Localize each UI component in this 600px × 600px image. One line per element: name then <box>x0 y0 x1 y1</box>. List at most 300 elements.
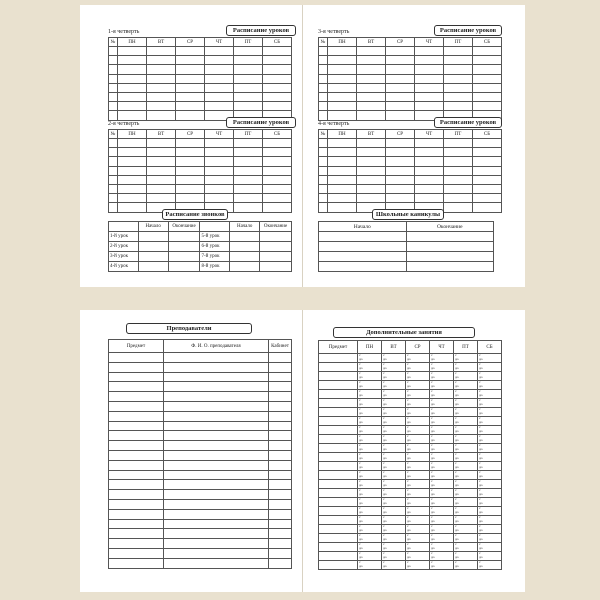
holiday-cell[interactable] <box>406 242 494 252</box>
time-cell[interactable] <box>430 534 454 543</box>
bell-cell[interactable] <box>138 232 168 242</box>
schedule-cell[interactable] <box>234 203 263 212</box>
schedule-cell[interactable] <box>176 83 205 92</box>
teacher-cell[interactable] <box>109 548 164 558</box>
time-cell[interactable] <box>406 399 430 408</box>
time-cell[interactable] <box>382 471 406 480</box>
time-cell[interactable] <box>430 444 454 453</box>
holiday-cell[interactable] <box>319 262 407 272</box>
time-cell[interactable] <box>454 453 478 462</box>
schedule-cell[interactable] <box>176 65 205 74</box>
schedule-cell[interactable] <box>386 111 415 120</box>
subject-cell[interactable] <box>319 507 358 516</box>
bell-cell[interactable] <box>230 232 260 242</box>
holiday-cell[interactable] <box>406 252 494 262</box>
schedule-cell[interactable] <box>415 194 444 203</box>
schedule-cell[interactable] <box>319 47 328 56</box>
schedule-cell[interactable] <box>328 102 357 111</box>
teacher-cell[interactable] <box>109 490 164 500</box>
schedule-cell[interactable] <box>319 56 328 65</box>
schedule-cell[interactable] <box>118 139 147 148</box>
schedule-cell[interactable] <box>357 175 386 184</box>
schedule-cell[interactable] <box>386 92 415 101</box>
schedule-cell[interactable] <box>234 139 263 148</box>
schedule-cell[interactable] <box>263 175 292 184</box>
schedule-cell[interactable] <box>415 184 444 193</box>
schedule-cell[interactable] <box>319 157 328 166</box>
time-cell[interactable] <box>382 444 406 453</box>
subject-cell[interactable] <box>319 534 358 543</box>
subject-cell[interactable] <box>319 552 358 561</box>
schedule-cell[interactable] <box>319 166 328 175</box>
time-cell[interactable] <box>430 408 454 417</box>
time-cell[interactable] <box>454 408 478 417</box>
time-cell[interactable] <box>430 399 454 408</box>
schedule-cell[interactable] <box>319 148 328 157</box>
schedule-cell[interactable] <box>205 139 234 148</box>
schedule-cell[interactable] <box>444 102 473 111</box>
bell-cell[interactable] <box>230 252 260 262</box>
time-cell[interactable] <box>358 453 382 462</box>
schedule-cell[interactable] <box>319 175 328 184</box>
schedule-cell[interactable] <box>328 148 357 157</box>
schedule-cell[interactable] <box>234 157 263 166</box>
schedule-cell[interactable] <box>444 74 473 83</box>
schedule-cell[interactable] <box>147 148 176 157</box>
holiday-cell[interactable] <box>319 252 407 262</box>
schedule-cell[interactable] <box>263 47 292 56</box>
schedule-cell[interactable] <box>263 74 292 83</box>
schedule-cell[interactable] <box>176 102 205 111</box>
schedule-cell[interactable] <box>205 166 234 175</box>
schedule-cell[interactable] <box>176 92 205 101</box>
schedule-cell[interactable] <box>263 56 292 65</box>
teacher-cell[interactable] <box>164 401 269 411</box>
subject-cell[interactable] <box>319 471 358 480</box>
schedule-cell[interactable] <box>444 92 473 101</box>
schedule-cell[interactable] <box>234 102 263 111</box>
schedule-cell[interactable] <box>118 83 147 92</box>
schedule-cell[interactable] <box>357 194 386 203</box>
schedule-cell[interactable] <box>263 148 292 157</box>
teacher-cell[interactable] <box>269 421 292 431</box>
time-cell[interactable] <box>358 480 382 489</box>
schedule-cell[interactable] <box>328 83 357 92</box>
subject-cell[interactable] <box>319 543 358 552</box>
teacher-cell[interactable] <box>269 353 292 363</box>
time-cell[interactable] <box>454 480 478 489</box>
time-cell[interactable] <box>478 462 502 471</box>
schedule-cell[interactable] <box>415 47 444 56</box>
time-cell[interactable] <box>358 372 382 381</box>
teacher-cell[interactable] <box>109 421 164 431</box>
schedule-cell[interactable] <box>176 157 205 166</box>
schedule-cell[interactable] <box>357 157 386 166</box>
schedule-cell[interactable] <box>263 92 292 101</box>
schedule-cell[interactable] <box>473 194 502 203</box>
schedule-cell[interactable] <box>176 139 205 148</box>
time-cell[interactable] <box>454 498 478 507</box>
schedule-cell[interactable] <box>357 47 386 56</box>
time-cell[interactable] <box>478 552 502 561</box>
teacher-cell[interactable] <box>109 499 164 509</box>
teacher-cell[interactable] <box>164 441 269 451</box>
time-cell[interactable] <box>382 525 406 534</box>
schedule-cell[interactable] <box>319 139 328 148</box>
time-cell[interactable] <box>454 444 478 453</box>
teacher-cell[interactable] <box>164 392 269 402</box>
subject-cell[interactable] <box>319 372 358 381</box>
time-cell[interactable] <box>358 399 382 408</box>
schedule-cell[interactable] <box>386 65 415 74</box>
schedule-cell[interactable] <box>386 157 415 166</box>
schedule-cell[interactable] <box>357 56 386 65</box>
schedule-cell[interactable] <box>109 111 118 120</box>
time-cell[interactable] <box>430 381 454 390</box>
time-cell[interactable] <box>478 480 502 489</box>
schedule-cell[interactable] <box>415 157 444 166</box>
schedule-cell[interactable] <box>328 184 357 193</box>
time-cell[interactable] <box>478 408 502 417</box>
time-cell[interactable] <box>430 363 454 372</box>
schedule-cell[interactable] <box>415 83 444 92</box>
bell-cell[interactable] <box>138 242 168 252</box>
schedule-cell[interactable] <box>205 148 234 157</box>
subject-cell[interactable] <box>319 525 358 534</box>
schedule-cell[interactable] <box>386 47 415 56</box>
time-cell[interactable] <box>430 417 454 426</box>
time-cell[interactable] <box>382 507 406 516</box>
schedule-cell[interactable] <box>176 184 205 193</box>
schedule-cell[interactable] <box>473 175 502 184</box>
schedule-cell[interactable] <box>176 47 205 56</box>
schedule-cell[interactable] <box>118 157 147 166</box>
time-cell[interactable] <box>358 561 382 570</box>
schedule-cell[interactable] <box>328 203 357 212</box>
schedule-cell[interactable] <box>328 166 357 175</box>
schedule-cell[interactable] <box>147 184 176 193</box>
teacher-cell[interactable] <box>164 480 269 490</box>
schedule-cell[interactable] <box>263 203 292 212</box>
schedule-cell[interactable] <box>147 83 176 92</box>
teacher-cell[interactable] <box>164 460 269 470</box>
time-cell[interactable] <box>358 408 382 417</box>
schedule-cell[interactable] <box>205 194 234 203</box>
schedule-cell[interactable] <box>444 175 473 184</box>
time-cell[interactable] <box>478 426 502 435</box>
subject-cell[interactable] <box>319 426 358 435</box>
teacher-cell[interactable] <box>164 558 269 568</box>
time-cell[interactable] <box>454 543 478 552</box>
schedule-cell[interactable] <box>109 175 118 184</box>
schedule-cell[interactable] <box>263 166 292 175</box>
teacher-cell[interactable] <box>269 499 292 509</box>
teacher-cell[interactable] <box>164 529 269 539</box>
schedule-cell[interactable] <box>473 139 502 148</box>
teacher-cell[interactable] <box>109 539 164 549</box>
teacher-cell[interactable] <box>269 431 292 441</box>
schedule-cell[interactable] <box>205 92 234 101</box>
time-cell[interactable] <box>454 435 478 444</box>
time-cell[interactable] <box>382 408 406 417</box>
teacher-cell[interactable] <box>269 401 292 411</box>
schedule-cell[interactable] <box>109 166 118 175</box>
teacher-cell[interactable] <box>164 421 269 431</box>
time-cell[interactable] <box>406 408 430 417</box>
bell-cell[interactable] <box>230 262 260 272</box>
time-cell[interactable] <box>430 480 454 489</box>
schedule-cell[interactable] <box>176 111 205 120</box>
schedule-cell[interactable] <box>319 102 328 111</box>
schedule-cell[interactable] <box>118 203 147 212</box>
schedule-cell[interactable] <box>386 102 415 111</box>
schedule-cell[interactable] <box>473 184 502 193</box>
schedule-cell[interactable] <box>357 65 386 74</box>
teacher-cell[interactable] <box>164 411 269 421</box>
schedule-cell[interactable] <box>147 111 176 120</box>
schedule-cell[interactable] <box>263 65 292 74</box>
time-cell[interactable] <box>430 426 454 435</box>
schedule-cell[interactable] <box>415 139 444 148</box>
schedule-cell[interactable] <box>176 175 205 184</box>
schedule-cell[interactable] <box>386 148 415 157</box>
teacher-cell[interactable] <box>269 539 292 549</box>
time-cell[interactable] <box>430 435 454 444</box>
time-cell[interactable] <box>454 561 478 570</box>
time-cell[interactable] <box>406 354 430 363</box>
schedule-cell[interactable] <box>118 166 147 175</box>
schedule-cell[interactable] <box>415 92 444 101</box>
subject-cell[interactable] <box>319 399 358 408</box>
time-cell[interactable] <box>358 462 382 471</box>
time-cell[interactable] <box>478 435 502 444</box>
teacher-cell[interactable] <box>109 401 164 411</box>
schedule-cell[interactable] <box>109 139 118 148</box>
teacher-cell[interactable] <box>269 490 292 500</box>
time-cell[interactable] <box>358 444 382 453</box>
time-cell[interactable] <box>382 543 406 552</box>
time-cell[interactable] <box>382 498 406 507</box>
bell-cell[interactable] <box>260 252 292 262</box>
schedule-cell[interactable] <box>205 65 234 74</box>
time-cell[interactable] <box>382 426 406 435</box>
schedule-cell[interactable] <box>234 184 263 193</box>
schedule-cell[interactable] <box>205 157 234 166</box>
schedule-cell[interactable] <box>234 92 263 101</box>
time-cell[interactable] <box>454 372 478 381</box>
subject-cell[interactable] <box>319 417 358 426</box>
teacher-cell[interactable] <box>269 372 292 382</box>
schedule-cell[interactable] <box>147 92 176 101</box>
schedule-cell[interactable] <box>109 102 118 111</box>
subject-cell[interactable] <box>319 390 358 399</box>
time-cell[interactable] <box>358 489 382 498</box>
schedule-cell[interactable] <box>147 56 176 65</box>
time-cell[interactable] <box>478 534 502 543</box>
subject-cell[interactable] <box>319 462 358 471</box>
teacher-cell[interactable] <box>164 499 269 509</box>
time-cell[interactable] <box>406 435 430 444</box>
time-cell[interactable] <box>382 462 406 471</box>
time-cell[interactable] <box>454 381 478 390</box>
time-cell[interactable] <box>478 453 502 462</box>
schedule-cell[interactable] <box>444 157 473 166</box>
time-cell[interactable] <box>406 390 430 399</box>
teacher-cell[interactable] <box>164 431 269 441</box>
bell-cell[interactable] <box>168 232 200 242</box>
bell-cell[interactable] <box>138 252 168 262</box>
schedule-cell[interactable] <box>328 47 357 56</box>
schedule-cell[interactable] <box>118 92 147 101</box>
time-cell[interactable] <box>454 363 478 372</box>
schedule-cell[interactable] <box>473 47 502 56</box>
teacher-cell[interactable] <box>164 509 269 519</box>
time-cell[interactable] <box>430 462 454 471</box>
time-cell[interactable] <box>382 489 406 498</box>
schedule-cell[interactable] <box>357 102 386 111</box>
schedule-cell[interactable] <box>118 56 147 65</box>
schedule-cell[interactable] <box>147 157 176 166</box>
bell-cell[interactable] <box>168 252 200 262</box>
time-cell[interactable] <box>382 561 406 570</box>
time-cell[interactable] <box>358 417 382 426</box>
time-cell[interactable] <box>430 453 454 462</box>
teacher-cell[interactable] <box>164 372 269 382</box>
teacher-cell[interactable] <box>269 558 292 568</box>
time-cell[interactable] <box>406 507 430 516</box>
time-cell[interactable] <box>382 534 406 543</box>
schedule-cell[interactable] <box>319 111 328 120</box>
schedule-cell[interactable] <box>357 148 386 157</box>
schedule-cell[interactable] <box>386 56 415 65</box>
time-cell[interactable] <box>358 552 382 561</box>
time-cell[interactable] <box>406 498 430 507</box>
schedule-cell[interactable] <box>444 184 473 193</box>
schedule-cell[interactable] <box>263 139 292 148</box>
schedule-cell[interactable] <box>109 203 118 212</box>
time-cell[interactable] <box>478 525 502 534</box>
time-cell[interactable] <box>430 552 454 561</box>
schedule-cell[interactable] <box>473 203 502 212</box>
schedule-cell[interactable] <box>386 74 415 83</box>
bell-cell[interactable] <box>168 242 200 252</box>
schedule-cell[interactable] <box>328 194 357 203</box>
time-cell[interactable] <box>430 507 454 516</box>
schedule-cell[interactable] <box>109 148 118 157</box>
subject-cell[interactable] <box>319 498 358 507</box>
time-cell[interactable] <box>454 354 478 363</box>
teacher-cell[interactable] <box>109 558 164 568</box>
schedule-cell[interactable] <box>147 175 176 184</box>
holiday-cell[interactable] <box>406 232 494 242</box>
schedule-cell[interactable] <box>234 194 263 203</box>
schedule-cell[interactable] <box>263 184 292 193</box>
teacher-cell[interactable] <box>164 490 269 500</box>
bell-cell[interactable] <box>260 242 292 252</box>
teacher-cell[interactable] <box>109 529 164 539</box>
schedule-cell[interactable] <box>415 65 444 74</box>
time-cell[interactable] <box>478 354 502 363</box>
subject-cell[interactable] <box>319 453 358 462</box>
time-cell[interactable] <box>358 354 382 363</box>
schedule-cell[interactable] <box>147 47 176 56</box>
bell-cell[interactable] <box>260 262 292 272</box>
schedule-cell[interactable] <box>357 74 386 83</box>
schedule-cell[interactable] <box>205 184 234 193</box>
teacher-cell[interactable] <box>109 470 164 480</box>
schedule-cell[interactable] <box>473 92 502 101</box>
teacher-cell[interactable] <box>269 450 292 460</box>
bell-cell[interactable] <box>230 242 260 252</box>
teacher-cell[interactable] <box>164 519 269 529</box>
subject-cell[interactable] <box>319 561 358 570</box>
schedule-cell[interactable] <box>473 157 502 166</box>
schedule-cell[interactable] <box>109 65 118 74</box>
subject-cell[interactable] <box>319 444 358 453</box>
teacher-cell[interactable] <box>109 441 164 451</box>
schedule-cell[interactable] <box>415 102 444 111</box>
time-cell[interactable] <box>358 381 382 390</box>
schedule-cell[interactable] <box>328 65 357 74</box>
schedule-cell[interactable] <box>357 83 386 92</box>
schedule-cell[interactable] <box>109 92 118 101</box>
teacher-cell[interactable] <box>109 353 164 363</box>
time-cell[interactable] <box>454 399 478 408</box>
time-cell[interactable] <box>478 417 502 426</box>
teacher-cell[interactable] <box>269 382 292 392</box>
schedule-cell[interactable] <box>357 92 386 101</box>
schedule-cell[interactable] <box>263 157 292 166</box>
schedule-cell[interactable] <box>263 194 292 203</box>
bell-cell[interactable] <box>168 262 200 272</box>
teacher-cell[interactable] <box>164 539 269 549</box>
bell-cell[interactable] <box>138 262 168 272</box>
time-cell[interactable] <box>430 525 454 534</box>
schedule-cell[interactable] <box>176 194 205 203</box>
schedule-cell[interactable] <box>328 74 357 83</box>
schedule-cell[interactable] <box>234 83 263 92</box>
teacher-cell[interactable] <box>109 460 164 470</box>
schedule-cell[interactable] <box>147 139 176 148</box>
schedule-cell[interactable] <box>415 175 444 184</box>
teacher-cell[interactable] <box>269 480 292 490</box>
time-cell[interactable] <box>406 489 430 498</box>
schedule-cell[interactable] <box>473 102 502 111</box>
schedule-cell[interactable] <box>444 194 473 203</box>
teacher-cell[interactable] <box>109 392 164 402</box>
schedule-cell[interactable] <box>386 166 415 175</box>
time-cell[interactable] <box>454 462 478 471</box>
schedule-cell[interactable] <box>415 74 444 83</box>
schedule-cell[interactable] <box>328 92 357 101</box>
holiday-cell[interactable] <box>406 262 494 272</box>
time-cell[interactable] <box>382 399 406 408</box>
schedule-cell[interactable] <box>118 74 147 83</box>
schedule-cell[interactable] <box>328 111 357 120</box>
time-cell[interactable] <box>358 534 382 543</box>
schedule-cell[interactable] <box>444 56 473 65</box>
teacher-cell[interactable] <box>109 431 164 441</box>
time-cell[interactable] <box>382 390 406 399</box>
schedule-cell[interactable] <box>205 83 234 92</box>
schedule-cell[interactable] <box>473 56 502 65</box>
time-cell[interactable] <box>406 444 430 453</box>
schedule-cell[interactable] <box>444 65 473 74</box>
time-cell[interactable] <box>358 525 382 534</box>
schedule-cell[interactable] <box>319 203 328 212</box>
schedule-cell[interactable] <box>444 203 473 212</box>
schedule-cell[interactable] <box>147 74 176 83</box>
